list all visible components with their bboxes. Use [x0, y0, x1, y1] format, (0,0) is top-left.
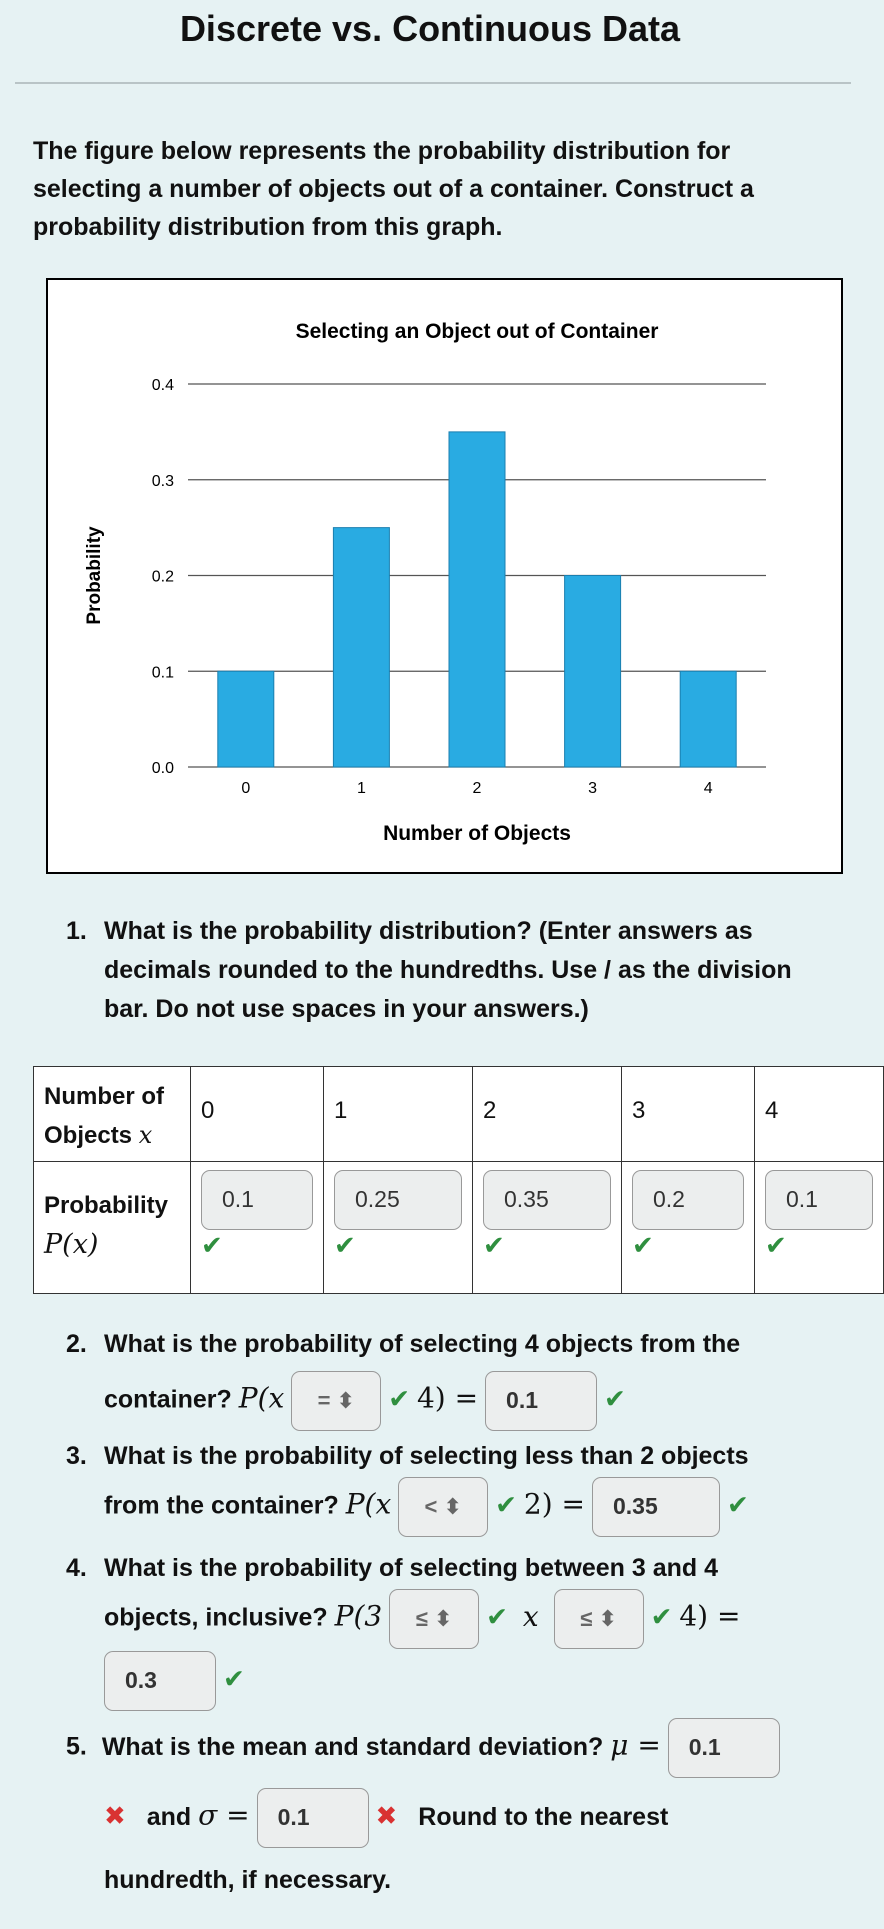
- question-text: What is the mean and standard deviation?: [101, 1732, 604, 1761]
- operator-select[interactable]: < ⬍: [398, 1477, 488, 1537]
- operator-select[interactable]: = ⬍: [291, 1371, 381, 1431]
- check-icon: ✔: [495, 1489, 517, 1520]
- question-number: 4.: [66, 1554, 87, 1582]
- bar-chart: [48, 280, 845, 876]
- chart-title: Selecting an Object out of Container: [295, 320, 659, 343]
- and-text: and: [146, 1802, 192, 1831]
- answer-cell: [755, 1162, 884, 1294]
- answer-input[interactable]: 0.2: [632, 1170, 744, 1230]
- sigma-label: σ =: [198, 1798, 250, 1832]
- question-text: container?: [104, 1385, 232, 1414]
- operator-select-1[interactable]: ≤ ⬍: [389, 1589, 479, 1649]
- chart-figure: [46, 278, 843, 874]
- round-text: Round to the nearest: [418, 1802, 669, 1831]
- bar: [333, 528, 389, 767]
- y-axis-label: Probability: [84, 526, 105, 625]
- y-tick-label: 0.3: [151, 472, 174, 490]
- question-text: What is the probability of selecting less than 2 objects: [104, 1442, 749, 1470]
- question-text: objects, inclusive?: [104, 1603, 328, 1632]
- question-text: What is the probability distribution? (Enter answers as decimals rounded to the hundredths. Use / as the division bar. Do not use spaces in your answers.): [104, 917, 792, 1023]
- x-tick-label: 0: [241, 780, 251, 797]
- answer-input[interactable]: 0.35: [483, 1170, 611, 1230]
- page-title: Discrete vs. Continuous Data: [179, 8, 681, 49]
- distribution-table: [33, 1066, 884, 1294]
- check-icon: ✔: [483, 1230, 505, 1260]
- sd-input[interactable]: 0.1: [257, 1788, 369, 1848]
- check-icon: ✔: [726, 1489, 749, 1520]
- answer-input[interactable]: 0.3: [104, 1651, 216, 1711]
- y-tick-label: 0.0: [151, 760, 174, 777]
- x-axis-label: Number of Objects: [383, 822, 571, 845]
- check-icon: ✔: [632, 1230, 654, 1260]
- cross-icon: ✖: [375, 1800, 398, 1831]
- answer-input[interactable]: 0.1: [765, 1170, 873, 1230]
- cross-icon: ✖: [104, 1800, 126, 1831]
- question-number: 2.: [66, 1330, 87, 1358]
- column-header: 0: [191, 1067, 324, 1162]
- table-row: [34, 1162, 884, 1294]
- check-icon: ✔: [765, 1230, 787, 1260]
- x-tick-label: 1: [356, 780, 366, 797]
- answer-cell: [324, 1162, 473, 1294]
- y-tick-label: 0.1: [151, 664, 174, 682]
- x-tick-label: 3: [588, 780, 598, 797]
- check-icon: ✔: [222, 1663, 245, 1694]
- table-row: [34, 1067, 884, 1162]
- x-tick-label: 2: [472, 780, 482, 797]
- bar: [218, 671, 274, 767]
- check-icon: ✔: [650, 1601, 673, 1632]
- title-divider: [15, 82, 851, 84]
- check-icon: ✔: [388, 1383, 411, 1414]
- question-text: What is the probability of selecting 4 objects from the: [104, 1330, 741, 1358]
- y-tick-label: 0.4: [151, 377, 174, 394]
- question-text: from the container?: [104, 1491, 339, 1520]
- answer-cell: [622, 1162, 755, 1294]
- row-header-number: Number of Objects x: [34, 1067, 191, 1162]
- round-text-2: hundredth, if necessary.: [104, 1866, 392, 1894]
- bar: [680, 671, 736, 767]
- check-icon: ✔: [201, 1230, 223, 1260]
- column-header: 2: [473, 1067, 622, 1162]
- check-icon: ✔: [334, 1230, 356, 1260]
- question-number: 5.: [66, 1732, 87, 1761]
- intro-text: The figure below represents the probability distribution for selecting a number of objects out of a container. Construct a probability distribution from this graph.: [33, 137, 754, 241]
- answer-input[interactable]: 0.1: [201, 1170, 313, 1230]
- bar: [449, 432, 505, 767]
- question-1: [66, 912, 826, 1029]
- question-text: What is the probability of selecting between 3 and 4: [104, 1554, 718, 1582]
- column-header: 1: [324, 1067, 473, 1162]
- question-number: 1.: [66, 917, 87, 945]
- mean-input[interactable]: 0.1: [668, 1718, 780, 1778]
- mu-label: μ =: [610, 1728, 661, 1762]
- operator-select-2[interactable]: ≤ ⬍: [554, 1589, 644, 1649]
- row-header-probability: Probability P(x): [34, 1162, 191, 1294]
- answer-input[interactable]: 0.35: [592, 1477, 720, 1537]
- column-header: 4: [755, 1067, 884, 1162]
- bar: [565, 576, 621, 768]
- check-icon: ✔: [603, 1383, 626, 1414]
- answer-cell: [473, 1162, 622, 1294]
- answer-input[interactable]: 0.1: [485, 1371, 597, 1431]
- column-header: 3: [622, 1067, 755, 1162]
- check-icon: ✔: [486, 1601, 508, 1632]
- answer-input[interactable]: 0.25: [334, 1170, 462, 1230]
- x-tick-label: 4: [703, 780, 713, 797]
- question-number: 3.: [66, 1442, 87, 1470]
- y-tick-label: 0.2: [151, 568, 174, 586]
- answer-cell: [191, 1162, 324, 1294]
